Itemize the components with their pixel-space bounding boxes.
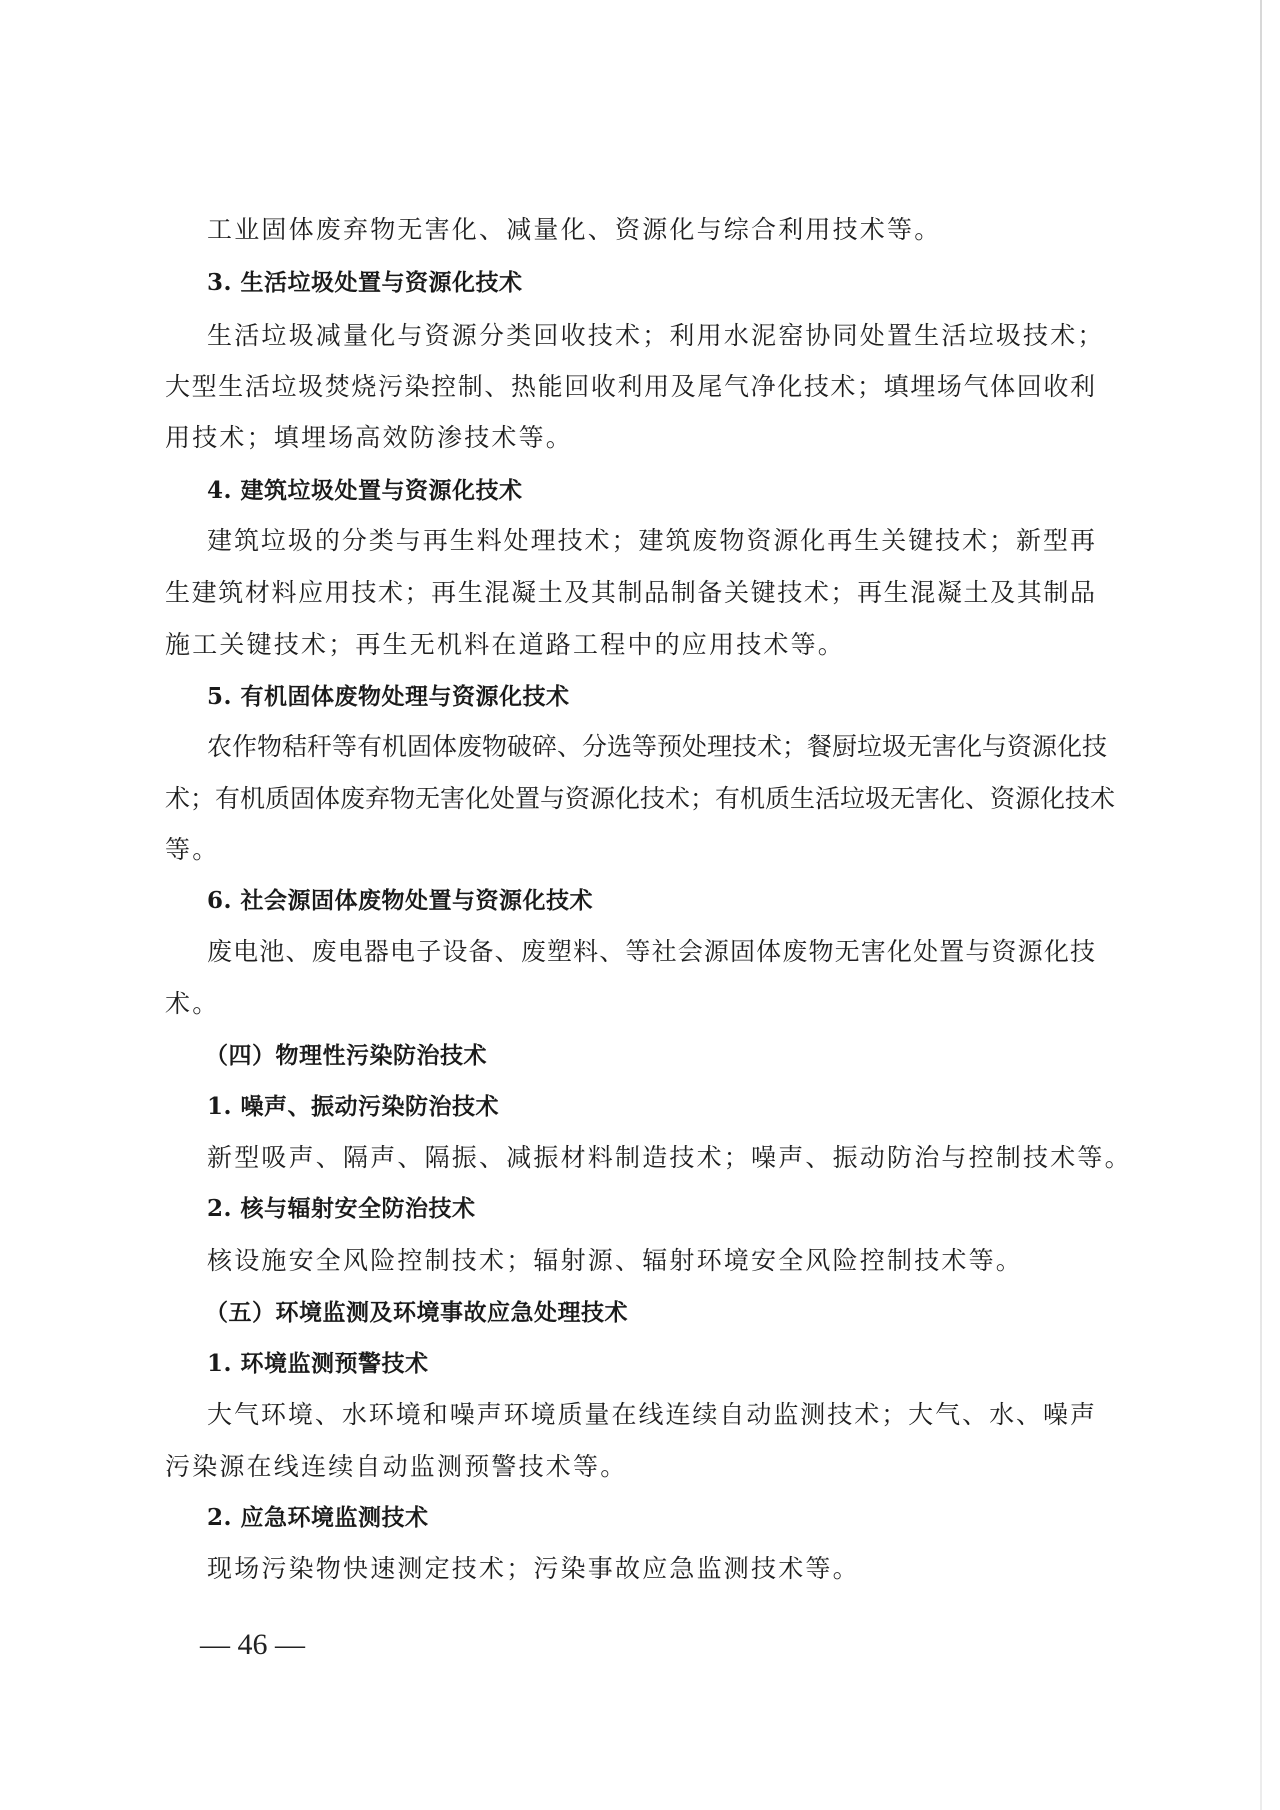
body-line-5: 建筑垃圾的分类与再生料处理技术；建筑废物资源化再生关键技术；新型再: [207, 526, 1095, 555]
body-line-6: 生建筑材料应用技术；再生混凝土及其制品制备关键技术；再生混凝土及其制品: [165, 578, 1095, 607]
subheading-3-domestic-waste: 3. 生活垃圾处置与资源化技术: [207, 269, 523, 296]
body-line-7: 施工关键技术；再生无机料在道路工程中的应用技术等。: [165, 630, 846, 659]
subheading-2-emergency-monitoring: 2. 应急环境监测技术: [207, 1504, 429, 1531]
body-line-13: 新型吸声、隔声、隔振、减振材料制造技术；噪声、振动防治与控制技术等。: [207, 1143, 1132, 1172]
body-line-4: 用技术；填埋场高效防渗技术等。: [165, 423, 574, 452]
section-5-environmental-monitoring: （五）环境监测及环境事故应急处理技术: [205, 1299, 628, 1326]
section-4-physical-pollution: （四）物理性污染防治技术: [205, 1042, 487, 1069]
body-line-1: 工业固体废弃物无害化、减量化、资源化与综合利用技术等。: [207, 215, 942, 244]
body-line-12: 术。: [165, 989, 220, 1018]
body-line-9: 术；有机质固体废弃物无害化处置与资源化技术；有机质生活垃圾无害化、资源化技术: [165, 784, 1116, 813]
body-line-14: 核设施安全风险控制技术；辐射源、辐射环境安全风险控制技术等。: [207, 1246, 1024, 1275]
body-line-11: 废电池、废电器电子设备、废塑料、等社会源固体废物无害化处置与资源化技: [207, 937, 1095, 966]
body-line-3: 大型生活垃圾焚烧污染控制、热能回收利用及尾气净化技术；填埋场气体回收利: [165, 372, 1095, 401]
page-number: — 46 —: [200, 1628, 305, 1661]
body-line-17: 现场污染物快速测定技术；污染事故应急监测技术等。: [207, 1554, 860, 1583]
subheading-1-noise-vibration: 1. 噪声、振动污染防治技术: [207, 1093, 500, 1120]
subheading-5-organic-solid-waste: 5. 有机固体废物处理与资源化技术: [207, 683, 570, 710]
body-line-8: 农作物秸秆等有机固体废物破碎、分选等预处理技术；餐厨垃圾无害化与资源化技: [207, 732, 1108, 761]
page-edge-shadow: [1260, 0, 1262, 1810]
subheading-6-social-solid-waste: 6. 社会源固体废物处置与资源化技术: [207, 887, 594, 914]
subheading-2-nuclear-radiation: 2. 核与辐射安全防治技术: [207, 1195, 476, 1222]
body-line-16: 污染源在线连续自动监测预警技术等。: [165, 1452, 628, 1481]
body-line-10: 等。: [165, 835, 220, 864]
subheading-1-monitoring-warning: 1. 环境监测预警技术: [207, 1350, 429, 1377]
body-line-15: 大气环境、水环境和噪声环境质量在线连续自动监测技术；大气、水、噪声: [207, 1400, 1095, 1429]
subheading-4-construction-waste: 4. 建筑垃圾处置与资源化技术: [207, 477, 523, 504]
body-line-2: 生活垃圾减量化与资源分类回收技术；利用水泥窑协同处置生活垃圾技术；: [207, 321, 1105, 350]
